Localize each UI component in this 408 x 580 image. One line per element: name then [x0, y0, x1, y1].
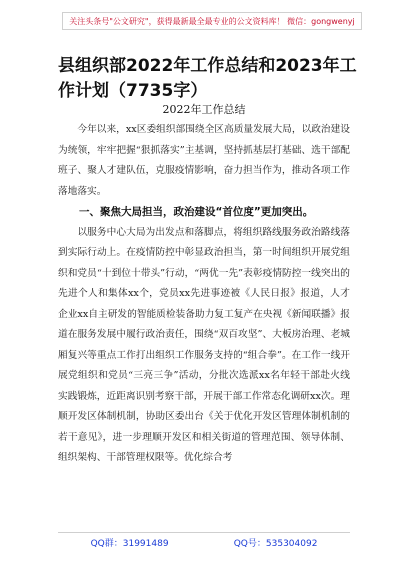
body-paragraph: 以服务中心大局为出发点和落脚点，将组织路线服务政治路线落到实际行动上。在疫情防控中彰显政治担当，第一时间组织开展党组织和党员“十到位十带头”行动，“两优一先”表彰疫情防控一线突出的先进个人和集体xx个，党员xx先进事迹被《人民日报》报道，人才企业xx自主研发的智能质检装备助力复工复产在央视《新闻联播》报道在服务发展中履行政治责任，围绕“双百攻坚”、大板房治理、老城厢复兴等重点工作打出组织工作服务支持的“组合拳”。在工作一线开展党组织和党员“三亮三争”活动，分批次选派xx名年轻干部赴火线实践锻炼，近距离识别考察干部，开展干部工作常态化调研xx次。理顺开发区体制机制，协助区委出台《关于优化开发区管理体制机制的若干意见》，进一步理顺开发区和相关街道的管理范围、领导体制、组织架构、干部管理权限等。优化综合考: [58, 226, 350, 463]
document-body: [58, 120, 350, 469]
footer: [58, 532, 350, 548]
document-title: 县组织部2022年工作总结和2023年工作计划（7735字）: [58, 56, 357, 101]
section-title: 2022年工作总结: [162, 103, 246, 116]
footer-qq-number: QQ号：535304092: [233, 538, 318, 549]
header-banner: 关注头条号"公文研究"，获得最新最全最专业的公文资料库！ 微信：gongwenyj: [62, 12, 362, 30]
footer-qq-group: QQ群：31991489: [90, 538, 169, 549]
intro-paragraph: 今年以来，xx区委组织部围绕全区高质量发展大局，以政治建设为统领，牢牢把握“狠抓落实”主基调，坚持抓基层打基础、选干部配班子、聚人才建队伍，克服疫情影响，奋力担当作为，推动各项工作落地落实。: [58, 124, 350, 197]
heading-1: 一、聚焦大局担当，政治建设“首位度”更加突出。: [79, 206, 314, 218]
